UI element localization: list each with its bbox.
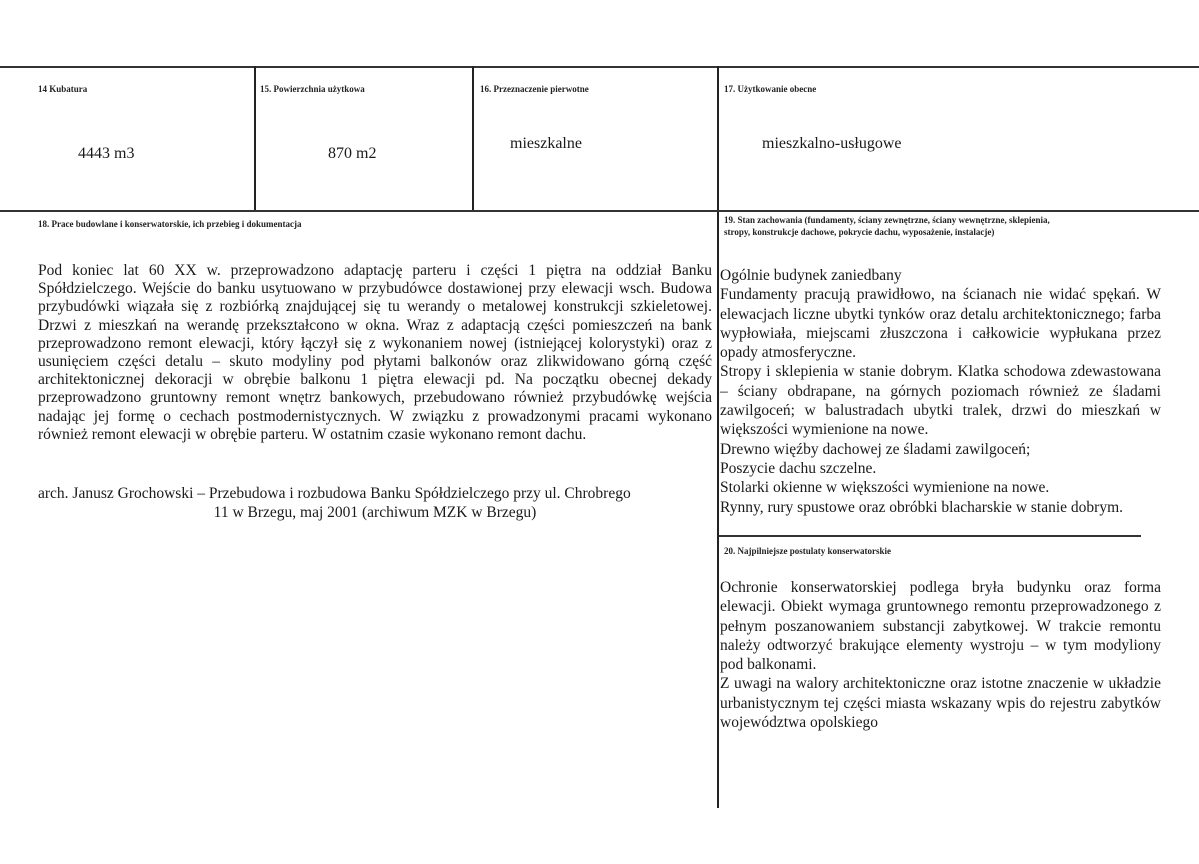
prace-text: Pod koniec lat 60 XX w. przeprowadzono adaptację parteru i części 1 piętra na oddział Banku Spółdzielczego. Wejście do banku usytuowano w przybudówce dostawionej przy elewacji wsch. Budowa przybudówki wiązała się z rozbiórką znajdującej się tu werandy o metalowej konstrukcji szkieletowej. Drzwi z mieszkań na werandę przekształcono w okna. Wraz z adaptacją części pomieszczeń na bank przeprowadzono remont elewacji, który łączył się z wykonaniem nowej (istniejącej kolorystyki) oraz z usunięciem części detalu – skuto modyliny pod płytami balkonów oraz zlikwidowano górną część architektonicznej dekoracji w obrębie balkonu 1 piętra elewacji pd. Na początku obecnej dekady przeprowadzono gruntowny remont wnętrz bankowych, przebudowano również przybudówkę wejścia nadając jej formę o cechach postmodernistycznych. W związku z prowadzonymi pracami wykonano również remont elewacji w obrębie parteru. W ostatnim czasie wykonano remont dachu. [38,262,712,443]
table-top-border [0,66,1199,68]
stan-line: Stolarki okienne w większości wymienione na nowe. [720,479,1050,497]
stan-line: Stropy i sklepienia w stanie dobrym. Klatka schodowa zdewastowana – ściany obdrapane, na górnych poziomach również ze śladami zawilgoceń; w balustradach ubytki tralek, drzwi do mieszkań w większości wymienione na nowe. [720,363,1161,439]
prace-label: 18. Prace budowlane i konserwatorskie, ich przebieg i dokumentacja [38,219,302,229]
stan-label-line-1: 19. Stan zachowania (fundamenty, ściany zewnętrzne, ściany wewnętrzne, sklepienia, [724,215,1050,225]
stan-label-line-2: stropy, konstrukcje dachowe, pokrycie dachu, wyposażenie, instalacje) [724,227,995,237]
postulaty-line: Z uwagi na walory architektoniczne oraz istotne znaczenie w układzie urbanistycznym tej części miasta wskazany wpis do rejestru zabytków województwa opolskiego [720,675,1161,732]
cell-divider-16-17 [717,66,719,808]
stan-line: Poszycie dachu szczelne. [720,459,877,477]
stan-label [724,214,1164,238]
postulaty-line: Ochronie konserwatorskiej podlega bryła budynku oraz forma elewacji. Obiekt wymaga gruntownego remontu przeprowadzonego z pełnym poszanowaniem substancji zabytkowej. W trakcie remontu należy odtworzyć brakujące elementy wystroju – w tym modyliony pod balkonami. [720,579,1161,674]
przeznaczenie-value: mieszkalne [510,135,582,152]
stan-line: Drewno więźby dachowej ze śladami zawilgoceń; [720,440,1031,458]
postulaty-label: 20. Najpilniejsze postulaty konserwatorskie [724,546,891,556]
stan-line: Rynny, rury spustowe oraz obróbki blacharskie w stanie dobrym. [720,498,1124,516]
powierzchnia-value: 870 m2 [328,145,377,162]
stan-text [720,266,1161,517]
cell-divider-14-15 [254,66,256,210]
postulaty-text [720,578,1161,732]
uzytkowanie-value: mieszkalno-usługowe [762,135,902,152]
citation-line-2: 11 w Brzegu, maj 2001 (archiwum MZK w Brzegu) [213,504,537,521]
przeznaczenie-label: 16. Przeznaczenie pierwotne [480,84,589,94]
stan-line: Ogólnie budynek zaniedbany [720,267,902,284]
right-col-section-divider [719,535,1141,537]
citation-line-1: arch. Janusz Grochowski – Przebudowa i rozbudowa Banku Spółdzielczego przy ul. Chrobrego [38,485,631,502]
kubatura-value: 4443 m3 [78,145,135,162]
kubatura-label: 14 Kubatura [38,84,88,94]
powierzchnia-label: 15. Powierzchnia użytkowa [260,84,365,94]
uzytkowanie-label: 17. Użytkowanie obecne [724,84,817,94]
stan-line: Fundamenty pracują prawidłowo, na ścianach nie widać spękań. W elewacjach liczne ubytki tynków oraz detalu architektonicznego; farba wypłowiała, miejscami złuszczona i całkowicie wypłukana przez opady atmosferyczne. [720,286,1161,362]
row-divider-top-row [0,210,1199,212]
cell-divider-15-16 [472,66,474,212]
prace-citation [38,484,712,522]
